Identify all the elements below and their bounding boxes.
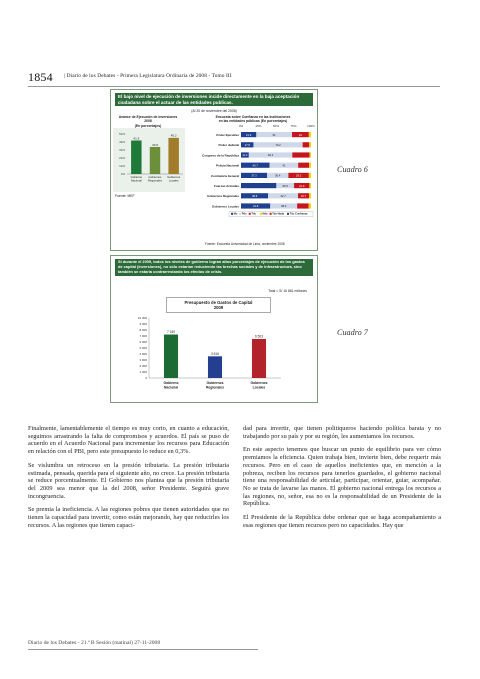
- left-chart-title-line1: Avance de Ejecución de Inversiones: [118, 115, 178, 119]
- legend-label: Nda: [262, 212, 268, 216]
- confidence-segment: [309, 183, 311, 188]
- bar-value-label: 6 503: [255, 334, 263, 339]
- confidence-segment: [309, 203, 311, 208]
- budget-bar: [164, 335, 178, 378]
- figure-6-panel: [110, 89, 318, 251]
- category-label: Regionales: [148, 178, 162, 183]
- x-tick-label: 25%: [255, 124, 262, 128]
- confidence-segment: [298, 163, 309, 168]
- category-label: Gobierno: [163, 381, 179, 385]
- x-tick-label: 75%: [290, 124, 297, 128]
- y-tick-label: 1 000: [139, 370, 147, 374]
- left-column: [28, 425, 229, 535]
- cuadro-6-caption: Cuadro 6: [337, 165, 368, 174]
- left-chart-title-line3: (En porcentajes): [134, 123, 162, 128]
- y-tick-label: 9 000: [139, 322, 147, 326]
- footer-text: Diario de los Debates - 21.ª B Sesión (matinal) 27-11-2008: [28, 640, 161, 646]
- figure-7-chart-title: [166, 297, 271, 313]
- category-label: Locales: [168, 178, 179, 183]
- running-title: | Diario de los Debates - Primera Legislatura Ordinaria de 2008 - Tomo III: [64, 73, 232, 79]
- execution-bar: [150, 147, 160, 174]
- figure-7-total: Total = S/ 16 861 millones: [268, 289, 307, 293]
- legend-label: Pdo: [241, 212, 247, 216]
- segment-value-label: 37.3: [251, 174, 257, 178]
- segment-value-label: 41: [282, 164, 286, 168]
- segment-value-label: 17.8: [244, 144, 250, 147]
- confidence-segment: [309, 142, 311, 147]
- y-tick-label: 0.0: [120, 172, 125, 176]
- category-label: Gobiernos: [167, 175, 181, 179]
- right-chart-title-line2: en las entidades públicas (En porcentajes): [218, 119, 288, 124]
- institution-label: Poder Judicial: [218, 143, 239, 148]
- paragraph: En este aspecto tenemos que buscar un punto de equilibrio para ver cómo premiamos la eficiencia. Quien trabaja bien, invierte bien, debe requerir más recursos. Pero en el caso de aquellos ineficientes que, en mención a la pobreza, reciben los recursos para tenerlos guardados, el gobierno nacional tiene una responsabilidad de articular, participar, orientar, guiar, acompañar. No se trata de lavarse las manos. El gobierno nacional entrega los recursos a las regiones, no, señor, esa no es la responsabilidad de un Presidente de la República.: [243, 446, 441, 508]
- figure-7-chart-title-line1: Presupuesto de Gastos de Capital: [184, 300, 253, 305]
- header-rule: [28, 86, 440, 87]
- left-bar-chart: [113, 128, 185, 192]
- right-stacked-chart: [187, 124, 317, 250]
- segment-value-label: 15.7: [300, 195, 307, 198]
- y-tick-label: 5 000: [139, 346, 147, 350]
- y-tick-label: 7 000: [139, 334, 147, 338]
- institution-label: Fuerzas Armadas: [214, 184, 239, 188]
- bar-value-label: 7 249: [167, 330, 175, 335]
- y-tick-label: 10 000: [137, 316, 147, 320]
- right-chart-title: [191, 115, 315, 124]
- execution-bar: [168, 138, 178, 174]
- y-tick-label: 0: [145, 376, 147, 380]
- page-footer: [28, 639, 440, 649]
- legend-label: Mu: [233, 212, 238, 216]
- institution-label: Policía Nacional: [215, 163, 239, 168]
- confidence-segment: [309, 132, 311, 137]
- y-tick-label: 50.0: [119, 132, 125, 136]
- segment-value-label: 30.4: [275, 174, 281, 178]
- legend-label: Tdo Nada: [272, 212, 285, 216]
- x-tick-label: 50%: [272, 124, 280, 128]
- segment-value-label: 24: [298, 133, 302, 137]
- capital-budget-chart: [121, 314, 301, 402]
- paragraph: Finalmente, lamentablemente el tiempo es muy corto, en cuanto a educación, seguimos arrastrando la falta de compromisos y acuerdos. El país se puso de acuerdo en el Acuerdo Nacional para incrementar los recursos para Educación en relación con el PBI, pero este presupuesto lo reduce en 0,3%.: [28, 425, 229, 456]
- right-chart-source: Fuente: Encuesta Universidad de Lima, noviembre 2008: [205, 242, 285, 246]
- y-tick-label: 3 000: [139, 358, 147, 362]
- y-tick-label: 4 000: [139, 352, 147, 356]
- segment-value-label: 11.2: [242, 154, 248, 158]
- segment-value-label: 21.9: [299, 184, 305, 188]
- figure-7-chart-title-line2: 2009: [213, 305, 224, 310]
- category-label: Nacional: [163, 385, 179, 390]
- confidence-segment: [241, 183, 276, 188]
- confidence-segment: [309, 163, 311, 168]
- paragraph: dad para invertir, que tienen politiqueros haciendo política barata y no trabajando por su país y por su región, les aumentamos los recursos.: [243, 425, 441, 440]
- y-tick-label: 20.0: [119, 156, 125, 160]
- right-column: [243, 425, 441, 535]
- institution-label: Contraloría General: [210, 173, 239, 178]
- paragraph: El Presidente de la República debe ordenar que se haga acompañamiento a esas regiones que tienen recursos pero no capacidades. Hay que: [243, 514, 441, 529]
- y-tick-label: 10.0: [119, 164, 125, 168]
- segment-value-label: 29.2: [295, 174, 302, 178]
- figure-7-panel: [110, 255, 318, 403]
- category-label: Gobierno: [130, 175, 143, 179]
- bar-value-label: 41.9: [133, 136, 140, 141]
- legend-label: Tdo Confianza: [289, 212, 308, 216]
- institution-label: Gobiernos Regionales: [207, 194, 239, 199]
- segment-value-label: 38.8: [251, 195, 258, 198]
- bar-value-label: 3 616: [211, 351, 219, 356]
- segment-value-label: 70.2: [275, 144, 281, 147]
- y-tick-label: 6 000: [139, 340, 147, 344]
- figure-6-title: El bajo nivel de ejecución de inversiones incide directamente en la baja aceptación ciudadana sobre el actuar de las entidades publicas.: [115, 93, 313, 106]
- paragraph: Se vislumbra un retroceso en la presión tributaria. La presión tributaria estimada, pensada, querida para el siguiente año, no crece. La presión tributaria se reduce porcentualmente. El Gobierno nos plantea que la presión tributaria del 2009 sea menor que la del 2008, señor Presidente. Seguirá grave incongruencia.: [28, 461, 229, 500]
- institution-label: Poder Ejecutivo: [216, 133, 239, 137]
- institution-label: Gobiernos Locales: [211, 204, 239, 209]
- segment-value-label: 42.7: [280, 195, 286, 198]
- category-label: Locales: [252, 385, 266, 390]
- segment-value-label: 62.1: [267, 154, 274, 158]
- cuadro-7-caption: Cuadro 7: [337, 328, 368, 337]
- y-tick-label: 8 000: [139, 328, 147, 332]
- left-chart-title-line2: 2008: [144, 119, 152, 124]
- segment-value-label: 50.5: [282, 184, 288, 188]
- confidence-segment: [309, 152, 311, 157]
- segment-value-label: 38.4: [281, 205, 287, 209]
- left-chart-source: Fuente: MEF: [115, 194, 135, 198]
- confidence-segment: [292, 152, 309, 157]
- paragraph: Se premia la ineficiencia. A las regiones pobres que tienen autoridades que no tienen la capacidad para invertir, como están mejorando, hay que reducirles los recursos. A las regiones que tienen capaci-: [28, 506, 229, 529]
- confidence-segment: [309, 193, 311, 198]
- bar-value-label: 33.8: [152, 142, 158, 147]
- segment-value-label: 51: [272, 133, 276, 137]
- budget-bar: [208, 356, 222, 378]
- confidence-segment: [303, 142, 310, 147]
- category-label: Gobiernos: [148, 175, 162, 179]
- category-label: Regionales: [205, 385, 225, 390]
- category-label: Nacional: [130, 178, 142, 183]
- confidence-segment: [297, 203, 309, 208]
- confidence-segment: [309, 173, 311, 178]
- running-header: [28, 72, 448, 86]
- y-tick-label: 30.0: [119, 148, 125, 152]
- page-number: 1854: [28, 70, 53, 84]
- figure-7-title: Si durante el 2009, todos los niveles de gobierno logran altos porcentajes de ejecución de los gastos de capital (inversiones), no sólo estarían reduciendo las brechas sociales y de infraestructura, sino también se estaría contrarrestando los efectos de crisis.: [115, 259, 313, 276]
- institution-label: Congreso de la República: [202, 153, 239, 158]
- x-tick-label: 100%: [307, 124, 315, 128]
- execution-bar: [131, 140, 141, 174]
- right-chart-title-line1: Encuesta sobre Confianza en las Instituciones: [215, 115, 291, 119]
- y-tick-label: 40.0: [119, 140, 125, 144]
- segment-value-label: 40.7: [252, 164, 258, 168]
- x-tick-label: 0%: [238, 124, 244, 128]
- category-label: Gobiernos: [206, 381, 224, 385]
- bar-value-label: 45.2: [170, 133, 177, 138]
- left-chart-title: [113, 115, 183, 128]
- budget-bar: [252, 339, 266, 378]
- category-label: Gobiernos: [250, 381, 268, 385]
- y-tick-label: 2 000: [139, 364, 147, 368]
- segment-value-label: 41.8: [253, 205, 259, 209]
- segment-value-label: 21.9: [246, 133, 252, 137]
- figure-6-date-note: (Al 20 de noviembre del 2008): [191, 109, 237, 113]
- legend-label: Ttlo: [251, 212, 257, 216]
- footer-rule: [28, 649, 258, 650]
